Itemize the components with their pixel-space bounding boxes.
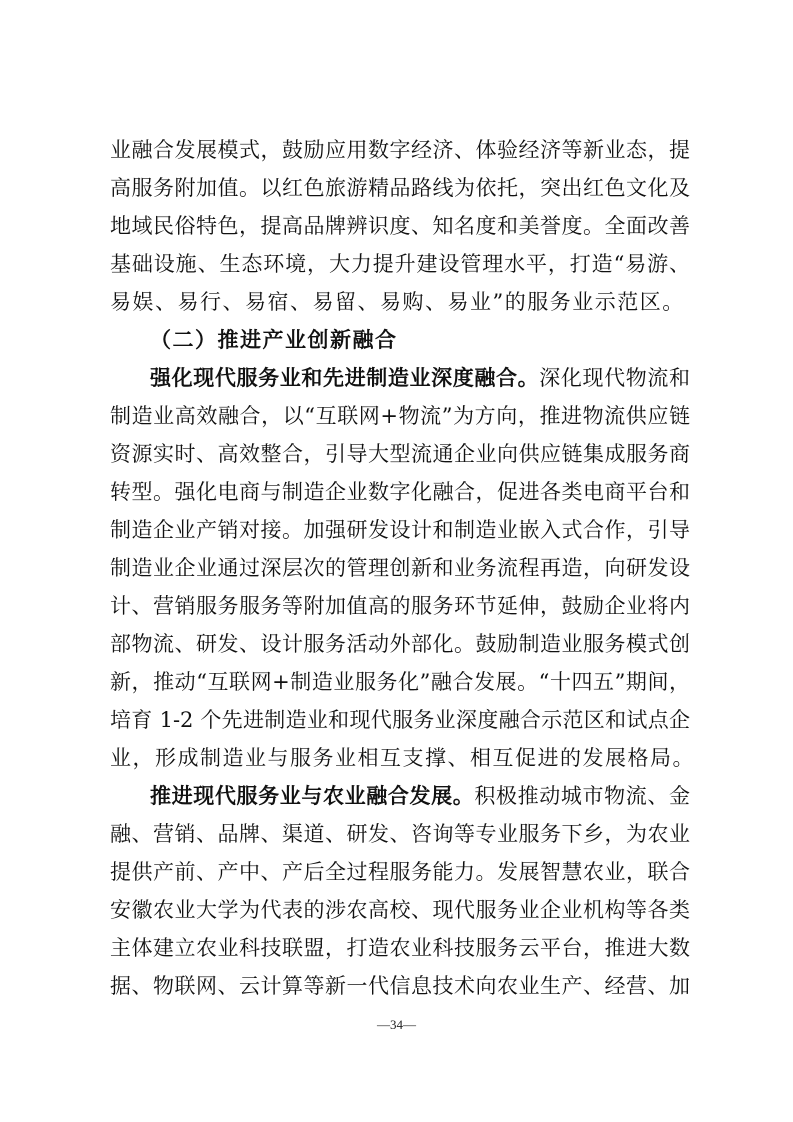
body-line: 制造企业产销对接。加强研发设计和制造业嵌入式合作，引导 <box>110 518 690 542</box>
body-line: 融、营销、品牌、渠道、研发、咨询等专业服务下乡，为农业 <box>110 822 690 846</box>
body-line: 资源实时、高效整合，引导大型流通企业向供应链集成服务商 <box>110 442 690 466</box>
section-heading: （二）推进产业创新融合 <box>150 328 398 352</box>
paragraph-lead-text: 积极推动城市物流、金 <box>474 784 690 808</box>
paragraph-lead <box>150 358 690 398</box>
body-line: 部物流、研发、设计服务活动外部化。鼓励制造业服务模式创 <box>110 632 690 656</box>
paragraph-lead-text: 深化现代物流和 <box>539 366 690 390</box>
page-number: —34— <box>377 1017 416 1032</box>
body-line: 基础设施、生态环境，大力提升建设管理水平，打造“易游、 <box>110 252 690 276</box>
body-line: 制造业高效融合，以“互联网+物流”为方向，推进物流供应链 <box>110 404 690 428</box>
body-line: 制造业企业通过深层次的管理创新和业务流程再造，向研发设 <box>110 556 690 580</box>
body-line: 转型。强化电商与制造企业数字化融合，促进各类电商平台和 <box>110 480 690 504</box>
body-line: 易娱、易行、易宿、易留、易购、易业”的服务业示范区。 <box>110 290 685 314</box>
body-line: 新，推动“互联网+制造业服务化”融合发展。“十四五”期间， <box>110 670 690 694</box>
body-line: 安徽农业大学为代表的涉农高校、现代服务业企业机构等各类 <box>110 898 690 922</box>
body-line: 主体建立农业科技联盟，打造农业科技服务云平台，推进大数 <box>110 936 690 960</box>
paragraph-lead <box>150 776 690 816</box>
body-line: 地域民俗特色，提高品牌辨识度、知名度和美誉度。全面改善 <box>110 214 690 238</box>
paragraph-lead-bold: 强化现代服务业和先进制造业深度融合。 <box>150 365 540 390</box>
body-line: 据、物联网、云计算等新一代信息技术向农业生产、经营、加 <box>110 974 690 998</box>
body-line: 提供产前、产中、产后全过程服务能力。发展智慧农业，联合 <box>110 860 690 884</box>
body-line: 业融合发展模式，鼓励应用数字经济、体验经济等新业态，提 <box>110 138 690 162</box>
body-line: 培育 1-2 个先进制造业和现代服务业深度融合示范区和试点企 <box>110 708 690 732</box>
body-line: 高服务附加值。以红色旅游精品路线为依托，突出红色文化及 <box>110 176 690 200</box>
paragraph-lead-bold: 推进现代服务业与农业融合发展。 <box>150 783 475 808</box>
body-line: 计、营销服务服务等附加值高的服务环节延伸，鼓励企业将内 <box>110 594 690 618</box>
body-line: 业，形成制造业与服务业相互支撑、相互促进的发展格局。 <box>110 746 695 770</box>
